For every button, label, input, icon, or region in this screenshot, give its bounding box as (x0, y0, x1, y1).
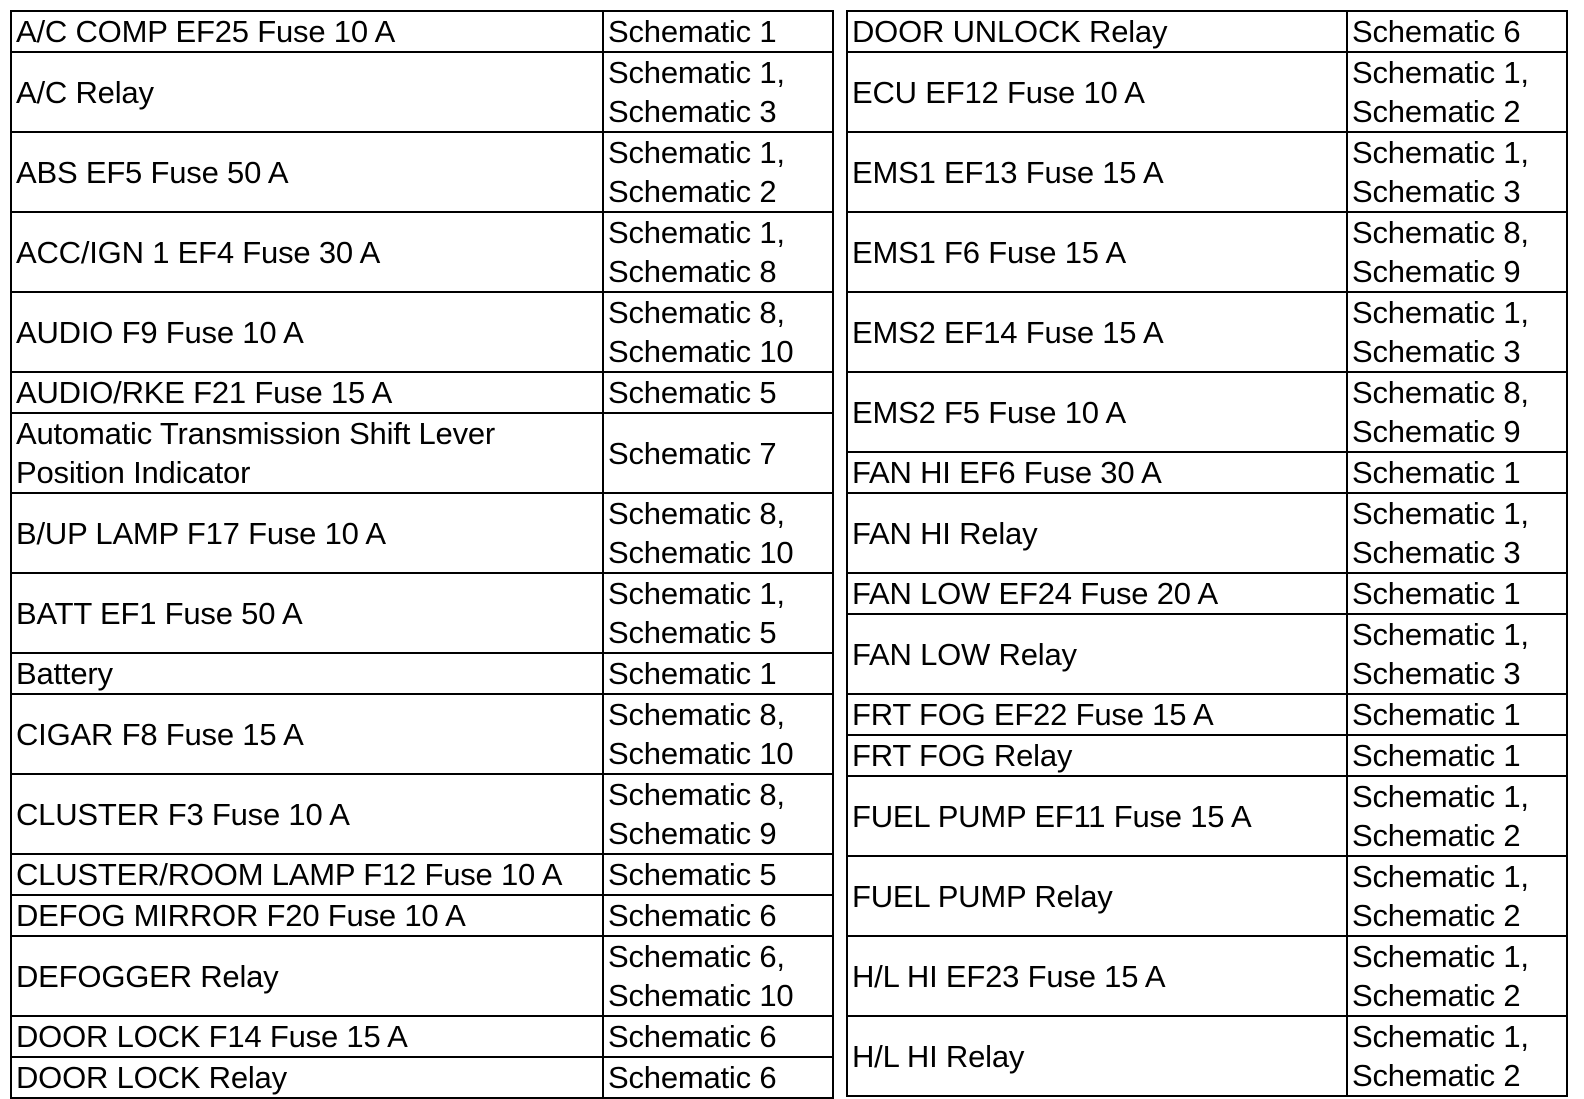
component-name: DOOR LOCK F14 Fuse 15 A (11, 1016, 603, 1057)
component-name: FAN HI EF6 Fuse 30 A (847, 452, 1347, 493)
table-row (11, 413, 833, 493)
component-name: AUDIO/RKE F21 Fuse 15 A (11, 372, 603, 413)
schematic-ref: Schematic 1, Schematic 3 (603, 52, 833, 132)
table-row (11, 936, 833, 1016)
component-name: FRT FOG Relay (847, 735, 1347, 776)
schematic-ref: Schematic 6 (603, 1016, 833, 1057)
schematic-ref: Schematic 6 (1347, 11, 1567, 52)
schematic-ref: Schematic 8, Schematic 9 (1347, 212, 1567, 292)
component-name: H/L HI Relay (847, 1016, 1347, 1096)
component-name: FRT FOG EF22 Fuse 15 A (847, 694, 1347, 735)
table-row (11, 493, 833, 573)
schematic-ref: Schematic 1, Schematic 2 (1347, 776, 1567, 856)
component-name: Battery (11, 653, 603, 694)
table-row (11, 895, 833, 936)
table-row (847, 936, 1567, 1016)
component-name: EMS1 EF13 Fuse 15 A (847, 132, 1347, 212)
component-name: ACC/IGN 1 EF4 Fuse 30 A (11, 212, 603, 292)
table-row (11, 11, 833, 52)
component-name: Automatic Transmission Shift Lever Position Indicator (11, 413, 603, 493)
component-name: ABS EF5 Fuse 50 A (11, 132, 603, 212)
component-name: FAN HI Relay (847, 493, 1347, 573)
component-name: CIGAR F8 Fuse 15 A (11, 694, 603, 774)
component-name: AUDIO F9 Fuse 10 A (11, 292, 603, 372)
schematic-ref: Schematic 1, Schematic 2 (1347, 856, 1567, 936)
table-row (11, 694, 833, 774)
fuse-index-table-left (10, 10, 834, 1099)
table-row (847, 292, 1567, 372)
table-row (847, 776, 1567, 856)
fuse-index-table-right (846, 10, 1568, 1097)
component-name: EMS2 EF14 Fuse 15 A (847, 292, 1347, 372)
table-row (11, 1016, 833, 1057)
component-name: EMS1 F6 Fuse 15 A (847, 212, 1347, 292)
table-row (11, 774, 833, 854)
schematic-ref: Schematic 7 (603, 413, 833, 493)
schematic-ref: Schematic 6 (603, 895, 833, 936)
table-row (847, 11, 1567, 52)
component-name: FAN LOW Relay (847, 614, 1347, 694)
schematic-ref: Schematic 1 (603, 11, 833, 52)
table-row (11, 854, 833, 895)
component-name: CLUSTER F3 Fuse 10 A (11, 774, 603, 854)
table-row (847, 493, 1567, 573)
schematic-ref: Schematic 1, Schematic 2 (603, 132, 833, 212)
schematic-ref: Schematic 1, Schematic 2 (1347, 936, 1567, 1016)
component-name: CLUSTER/ROOM LAMP F12 Fuse 10 A (11, 854, 603, 895)
schematic-ref: Schematic 6, Schematic 10 (603, 936, 833, 1016)
table-row (847, 52, 1567, 132)
component-name: DOOR LOCK Relay (11, 1057, 603, 1098)
table-row (847, 735, 1567, 776)
schematic-ref: Schematic 1 (1347, 694, 1567, 735)
component-name: EMS2 F5 Fuse 10 A (847, 372, 1347, 452)
component-name: A/C COMP EF25 Fuse 10 A (11, 11, 603, 52)
schematic-ref: Schematic 6 (603, 1057, 833, 1098)
component-name: FUEL PUMP EF11 Fuse 15 A (847, 776, 1347, 856)
schematic-ref: Schematic 1 (1347, 573, 1567, 614)
component-name: BATT EF1 Fuse 50 A (11, 573, 603, 653)
schematic-ref: Schematic 8, Schematic 10 (603, 292, 833, 372)
schematic-ref: Schematic 8, Schematic 10 (603, 694, 833, 774)
component-name: A/C Relay (11, 52, 603, 132)
schematic-ref: Schematic 8, Schematic 10 (603, 493, 833, 573)
schematic-ref: Schematic 1, Schematic 8 (603, 212, 833, 292)
schematic-ref: Schematic 1, Schematic 3 (1347, 493, 1567, 573)
table-row (847, 452, 1567, 493)
table-row (847, 573, 1567, 614)
table-row (847, 1016, 1567, 1096)
table-row (11, 372, 833, 413)
component-name: DOOR UNLOCK Relay (847, 11, 1347, 52)
schematic-ref: Schematic 1, Schematic 2 (1347, 1016, 1567, 1096)
schematic-ref: Schematic 1, Schematic 5 (603, 573, 833, 653)
table-row (847, 372, 1567, 452)
table-row (847, 614, 1567, 694)
schematic-ref: Schematic 1, Schematic 2 (1347, 52, 1567, 132)
component-name: FAN LOW EF24 Fuse 20 A (847, 573, 1347, 614)
schematic-ref: Schematic 1, Schematic 3 (1347, 132, 1567, 212)
table-row (11, 52, 833, 132)
component-name: DEFOGGER Relay (11, 936, 603, 1016)
schematic-ref: Schematic 5 (603, 372, 833, 413)
schematic-ref: Schematic 1 (1347, 735, 1567, 776)
component-name: B/UP LAMP F17 Fuse 10 A (11, 493, 603, 573)
table-row (847, 856, 1567, 936)
schematic-ref: Schematic 8, Schematic 9 (1347, 372, 1567, 452)
table-row (11, 132, 833, 212)
schematic-ref: Schematic 1 (1347, 452, 1567, 493)
table-row (11, 573, 833, 653)
schematic-ref: Schematic 5 (603, 854, 833, 895)
table-row (11, 1057, 833, 1098)
component-name: DEFOG MIRROR F20 Fuse 10 A (11, 895, 603, 936)
table-row (847, 694, 1567, 735)
table-row (11, 212, 833, 292)
schematic-ref: Schematic 1, Schematic 3 (1347, 614, 1567, 694)
table-row (847, 212, 1567, 292)
table-row (11, 653, 833, 694)
schematic-ref: Schematic 8, Schematic 9 (603, 774, 833, 854)
schematic-ref: Schematic 1 (603, 653, 833, 694)
component-name: ECU EF12 Fuse 10 A (847, 52, 1347, 132)
component-name: H/L HI EF23 Fuse 15 A (847, 936, 1347, 1016)
component-name: FUEL PUMP Relay (847, 856, 1347, 936)
table-row (11, 292, 833, 372)
table-row (847, 132, 1567, 212)
schematic-ref: Schematic 1, Schematic 3 (1347, 292, 1567, 372)
